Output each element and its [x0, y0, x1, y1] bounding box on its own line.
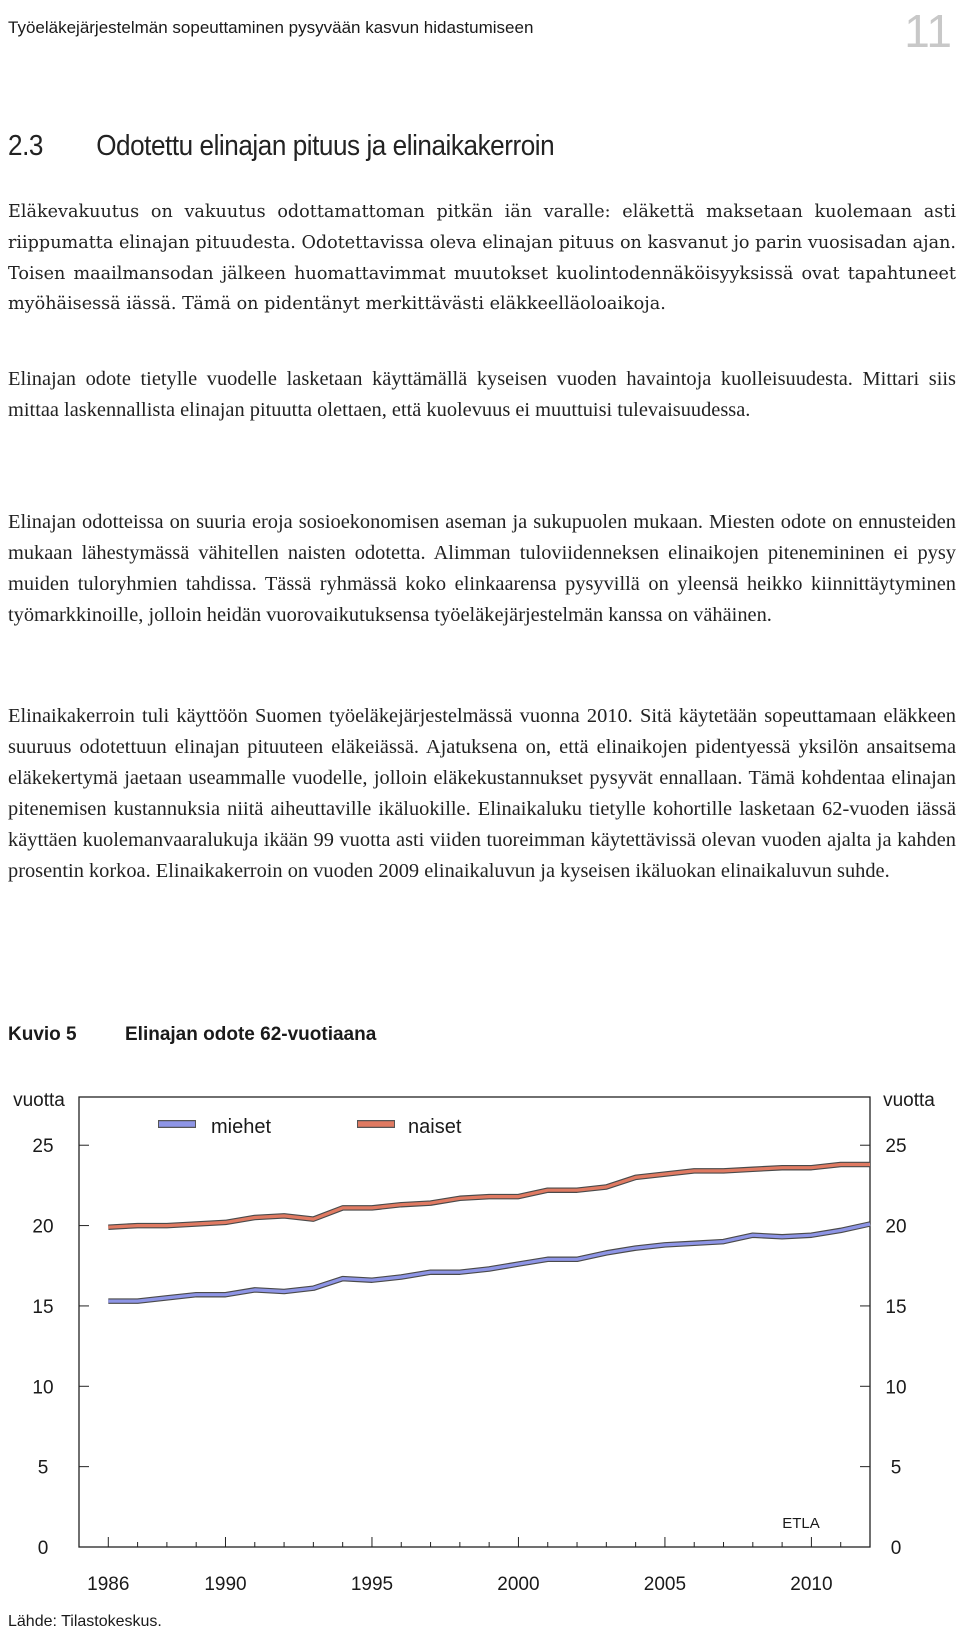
series-line — [108, 1165, 870, 1228]
plot-frame — [79, 1097, 870, 1547]
x-tick-label: 1990 — [204, 1574, 247, 1595]
y-tick-label-left: 25 — [32, 1136, 54, 1158]
body-paragraph-1: Eläkevakuutus on vakuutus odottamattoman pitkän iän varalle: eläkettä maksetaan kuolemaan asti riippumatta elinajan pituudesta. Odotettavissa oleva elinajan pituus on kasvanut jo parin vuosisadan ajan. Toisen maailmansodan jälkeen huomattavimmat muutokset kuolintodennäköisyyksissä ovat tapahtuneet myöhäisessä iässä. Tämä on pidentänyt merkittävästi eläkkeelläoloaikoja. — [8, 202, 956, 315]
y-tick-label-right: 0 — [890, 1538, 902, 1559]
legend-label: naiset — [408, 1116, 462, 1138]
figure-label: Kuvio 5 — [8, 1024, 77, 1045]
x-tick-label: 2005 — [643, 1574, 687, 1595]
x-tick-label: 1986 — [87, 1574, 130, 1595]
page-number: 11 — [904, 5, 952, 57]
life-expectancy-chart — [0, 1060, 960, 1610]
figure-source: Lähde: Tilastokeskus. — [8, 1613, 162, 1630]
section-title: Odotettu elinajan pituus ja elinaikakerroin — [96, 130, 555, 162]
y-axis-label-right: vuotta — [883, 1090, 935, 1111]
y-tick-label-right: 20 — [885, 1216, 907, 1238]
y-tick-label-left: 0 — [37, 1538, 49, 1559]
legend-label: miehet — [211, 1116, 272, 1138]
body-paragraph-2: Elinajan odote tietylle vuodelle lasketaan käyttämällä kyseisen vuoden havaintoja kuolleisuudesta. Mittari siis mittaa laskennallista elinajan pituutta olettaen, että kuolevuus ei muuttuisi tulevaisuudessa. — [8, 368, 956, 421]
y-tick-label-right: 25 — [885, 1136, 907, 1158]
watermark-etla: ETLA — [782, 1515, 820, 1532]
y-tick-label-left: 20 — [32, 1216, 54, 1238]
section-number: 2.3 — [8, 130, 43, 162]
running-header-title: Työeläkejärjestelmän sopeuttaminen pysyvään kasvun hidastumiseen — [8, 18, 534, 37]
y-tick-label-right: 10 — [885, 1377, 907, 1399]
y-tick-label-right: 15 — [885, 1296, 907, 1318]
x-tick-label: 2000 — [497, 1574, 540, 1595]
y-axis-label-left: vuotta — [13, 1090, 65, 1111]
body-paragraph-4: Elinaikakerroin tuli käyttöön Suomen työeläkejärjestelmässä vuonna 2010. Sitä käytetään sopeuttamaan eläkkeen suuruus odotettuun elinajan pituuteen eläkeiässä. Ajatuksena on, että elinaikojen pidentyessä yksilön ansaitsema eläkekertymä jaetaan useammalle vuodelle, jolloin eläkekustannukset pysyvät ennallaan. Tämä kohdentaa elinajan pitenemisen kustannuksia niitä aiheuttaville ikäluokille. Elinaikaluku tietylle kohortille lasketaan 62-vuoden iässä käyttäen kuolemanvaaralukuja ikään 99 vuotta asti viiden tuoreimman käytettävissä olevan vuoden ajalta ja kahden prosentin korkoa. Elinaikakerroin on vuoden 2009 elinaikaluvun ja kyseisen ikäluokan elinaikaluvun suhde. — [8, 705, 956, 882]
body-paragraph-3: Elinajan odotteissa on suuria eroja sosioekonomisen aseman ja sukupuolen mukaan. Miesten odote on ennusteiden mukaan lähestymässä vähitellen naisten odotetta. Alimman tuloviidenneksen elinaikojen pitenemininen ei pysy muiden tuloryhmien tahdissa. Tässä ryhmässä koko elinkaarensa pysyvillä on yleensä heikko kiinnittäytyminen työmarkkinoille, jolloin heidän vuorovaikutuksensa työeläkejärjestelmän kanssa on vähäinen. — [8, 511, 956, 626]
page-header — [8, 5, 952, 57]
x-tick-label: 1995 — [350, 1574, 394, 1595]
y-tick-label-left: 5 — [37, 1457, 49, 1479]
y-tick-label-right: 5 — [890, 1457, 902, 1479]
y-tick-label-left: 15 — [32, 1296, 54, 1318]
x-tick-label: 2010 — [790, 1574, 833, 1595]
y-tick-label-left: 10 — [32, 1377, 54, 1399]
section-heading — [8, 130, 554, 163]
figure-title: Elinajan odote 62-vuotiaana — [125, 1024, 377, 1045]
series-line — [108, 1224, 870, 1301]
